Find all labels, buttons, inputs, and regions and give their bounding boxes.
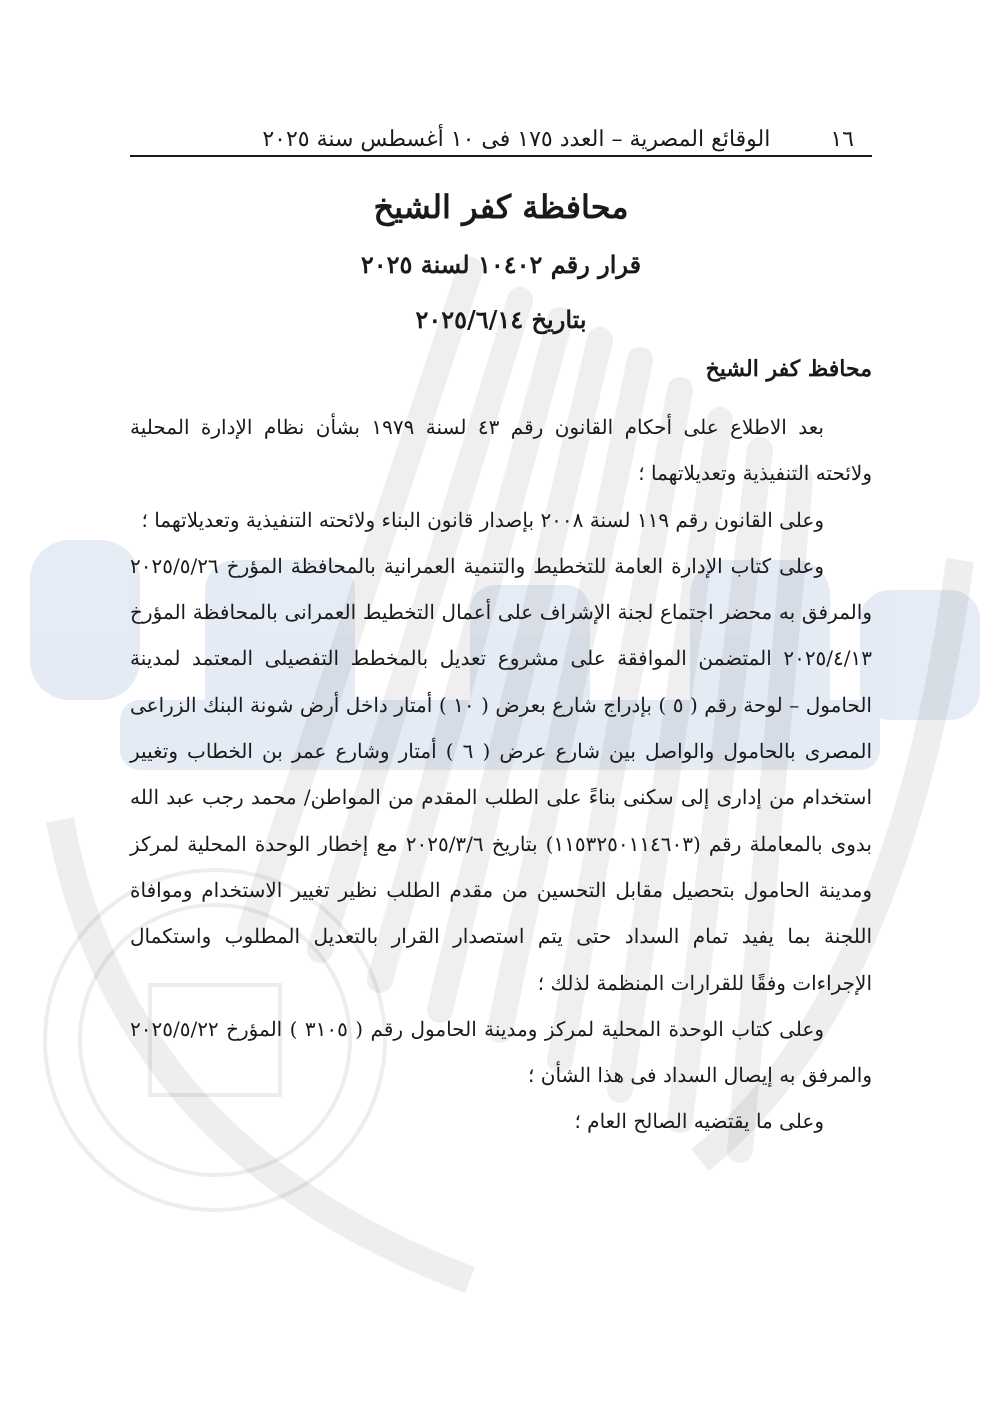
publication-line: الوقائع المصرية – العدد ١٧٥ فى ١٠ أغسطس سنة ٢٠٢٥ [262, 127, 771, 152]
page-header [130, 112, 872, 152]
paragraph: وعلى كتاب الإدارة العامة للتخطيط والتنمية العمرانية بالمحافظة المؤرخ ٢٠٢٥/٥/٢٦ والمرفق به محضر اجتماع لجنة الإشراف على أعمال التخطيط العمرانى بالمحافظة المؤرخ ٢٠٢٥/٤/١٣ المتضمن الموافقة على مشروع تعديل بالمخطط التفصيلى المعتمد لمدينة الحامول – لوحة رقم ( ٥ ) بإدراج شارع بعرض ( ١٠ ) أمتار داخل أرض شونة البنك الزراعى المصرى بالحامول والواصل بين شارع عرض ( ٦ ) أمتار وشارع عمر بن الخطاب وتغيير استخدام من إدارى إلى سكنى بناءً على الطلب المقدم من المواطن/ محمد رجب عبد الله بدوى بالمعاملة رقم (١١٥٣٢٥٠١١٤٦٠٣) بتاريخ ٢٠٢٥/٣/٦ مع إخطار الوحدة المحلية لمركز ومدينة الحامول بتحصيل مقابل التحسين من مقدم الطلب نظير تغيير الاستخدام وموافاة اللجنة بما يفيد تمام السداد حتى يتم استصدار القرار بالتعديل المطلوب واستكمال الإجراءات وفقًا للقرارات المنظمة لذلك ؛ [130, 553, 873, 995]
page-number: ١٦ [830, 127, 854, 152]
decree-body [130, 404, 872, 1145]
paragraph: وعلى كتاب الوحدة المحلية لمركز ومدينة الحامول رقم ( ٣١٠٥ ) المؤرخ ٢٠٢٥/٥/٢٢ والمرفق به إيصال السداد فى هذا الشأن ؛ [130, 1016, 872, 1088]
paragraph: وعلى ما يقتضيه الصالح العام ؛ [574, 1109, 824, 1134]
signer-heading: محافظ كفر الشيخ [705, 356, 872, 382]
header-rule [130, 155, 872, 157]
paragraph: وعلى القانون رقم ١١٩ لسنة ٢٠٠٨ بإصدار قانون البناء ولائحته التنفيذية وتعديلاتهما ؛ [141, 507, 824, 532]
paragraph: بعد الاطلاع على أحكام القانون رقم ٤٣ لسنة ١٩٧٩ بشأن نظام الإدارة المحلية ولائحته التنفيذية وتعديلاتهما ؛ [130, 415, 872, 486]
decree-number: قرار رقم ١٠٤٠٢ لسنة ٢٠٢٥ [360, 250, 642, 279]
governorate-title: محافظة كفر الشيخ [373, 188, 629, 226]
decree-date: بتاريخ ٢٠٢٥/٦/١٤ [415, 305, 587, 334]
